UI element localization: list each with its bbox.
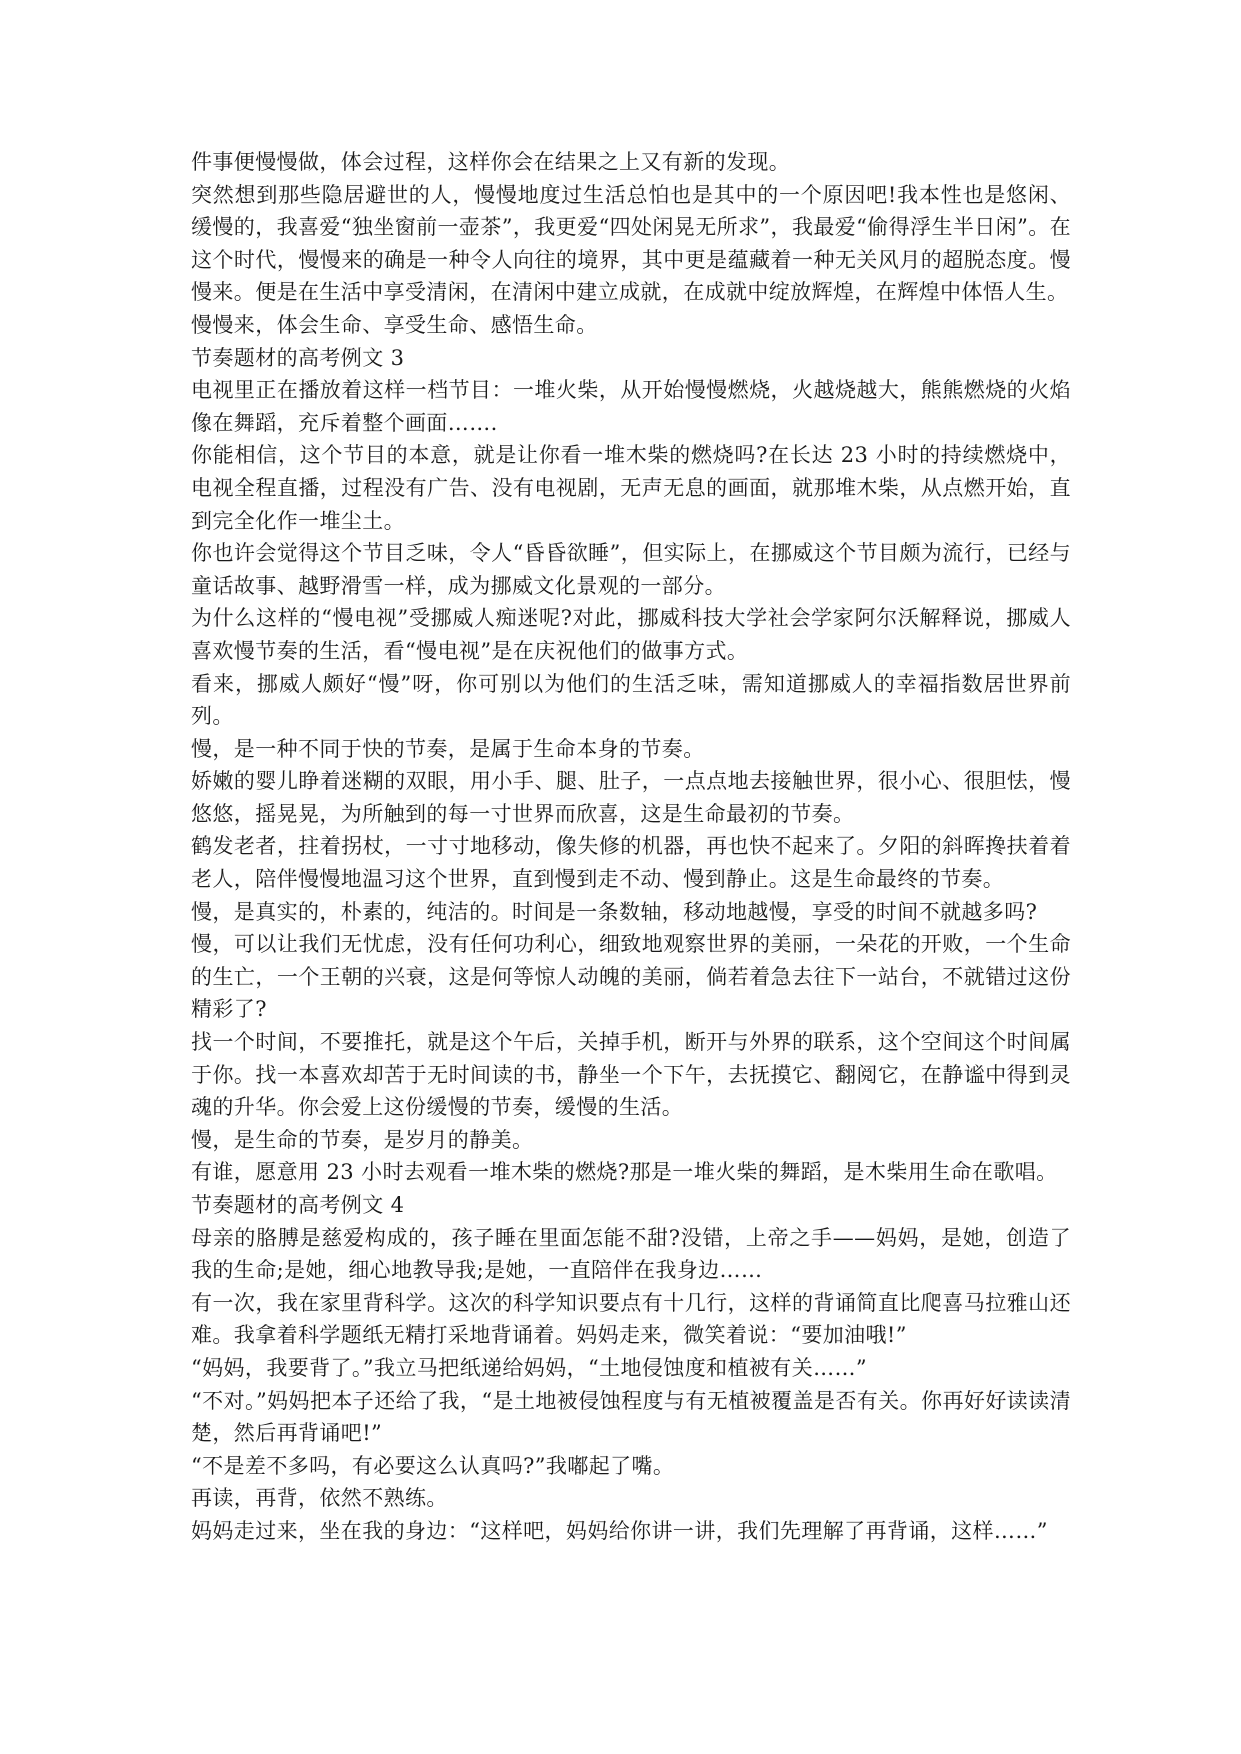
paragraph: 有一次，我在家里背科学。这次的科学知识要点有十几行，这样的背诵简直比爬喜马拉雅山还难。我拿着科学题纸无精打采地背诵着。妈妈走来，微笑着说：“要加油哦!” — [191, 1290, 1071, 1348]
document-body — [191, 146, 1071, 1548]
section-heading: 节奏题材的高考例文 3 — [191, 345, 405, 370]
paragraph: 慢，可以让我们无忧虑，没有任何功利心，细致地观察世界的美丽，一朵花的开败，一个生命的生亡，一个王朝的兴衰，这是何等惊人动魄的美丽，倘若着急去往下一站台，不就错过这份精彩了? — [191, 932, 1071, 1022]
paragraph: 慢慢来，体会生命、享受生命、感悟生命。 — [191, 312, 598, 337]
paragraph: 你能相信，这个节目的本意，就是让你看一堆木柴的燃烧吗?在长达 23 小时的持续燃烧中，电视全程直播，过程没有广告、没有电视剧，无声无息的画面，就那堆木柴，从点燃开始，直到完全化作一堆尘土。 — [191, 443, 1071, 533]
paragraph: 为什么这样的“慢电视”受挪威人痴迷呢?对此，挪威科技大学社会学家阿尔沃解释说，挪威人喜欢慢节奏的生活，看“慢电视”是在庆祝他们的做事方式。 — [191, 606, 1071, 663]
paragraph: 鹤发老者，拄着拐杖，一寸寸地移动，像失修的机器，再也快不起来了。夕阳的斜晖搀扶着着老人，陪伴慢慢地温习这个世界，直到慢到走不动、慢到静止。这是生命最终的节奏。 — [191, 834, 1071, 892]
section-heading: 节奏题材的高考例文 4 — [191, 1193, 405, 1217]
paragraph: 慢，是一种不同于快的节奏，是属于生命本身的节奏。 — [191, 736, 705, 761]
paragraph: 慢，是真实的，朴素的，纯洁的。时间是一条数轴，移动地越慢，享受的时间不就越多吗? — [191, 899, 1038, 924]
paragraph: 娇嫩的婴儿睁着迷糊的双眼，用小手、腿、肚子，一点点地去接触世界，很小心、很胆怯，慢悠悠，摇晃晃，为所触到的每一寸世界而欣喜，这是生命最初的节奏。 — [191, 769, 1071, 826]
paragraph: 再读，再背，依然不熟练。 — [191, 1486, 448, 1511]
paragraph: 电视里正在播放着这样一档节目：一堆火柴，从开始慢慢燃烧，火越烧越大，熊熊燃烧的火焰像在舞蹈，充斥着整个画面……. — [191, 378, 1071, 435]
paragraph: “不是差不多吗，有必要这么认真吗?”我嘟起了嘴。 — [191, 1453, 675, 1478]
paragraph: 慢，是生命的节奏，是岁月的静美。 — [191, 1127, 534, 1152]
paragraph: 件事便慢慢做，体会过程，这样你会在结果之上又有新的发现。 — [191, 150, 791, 174]
paragraph: 突然想到那些隐居避世的人，慢慢地度过生活总怕也是其中的一个原因吧!我本性也是悠闲、缓慢的，我喜爱“独坐窗前一壶茶”，我更爱“四处闲晃无所求”，我最爱“偷得浮生半日闲”。在这个时代，慢慢来的确是一种令人向往的境界，其中更是蕴藏着一种无关风月的超脱态度。慢慢来。便是在生活中享受清闲，在清闲中建立成就，在成就中绽放辉煌，在辉煌中体悟人生。 — [191, 182, 1072, 305]
paragraph: 找一个时间，不要推托，就是这个午后，关掉手机，断开与外界的联系，这个空间这个时间属于你。找一本喜欢却苦于无时间读的书，静坐一个下午，去抚摸它、翻阅它，在静谧中得到灵魂的升华。你会爱上这份缓慢的节奏，缓慢的生活。 — [191, 1030, 1071, 1120]
paragraph: 有谁，愿意用 23 小时去观看一堆木柴的燃烧?那是一堆火柴的舞蹈，是木柴用生命在歌唱。 — [191, 1160, 1058, 1185]
paragraph: 你也许会觉得这个节目乏味，令人“昏昏欲睡”，但实际上，在挪威这个节目颇为流行，已经与童话故事、越野滑雪一样，成为挪威文化景观的一部分。 — [191, 541, 1071, 598]
paragraph: 妈妈走过来，坐在我的身边：“这样吧，妈妈给你讲一讲，我们先理解了再背诵，这样……” — [191, 1518, 1048, 1543]
paragraph: “不对。”妈妈把本子还给了我，“是土地被侵蚀程度与有无植被覆盖是否有关。你再好好读读清楚，然后再背诵吧!” — [191, 1388, 1071, 1446]
paragraph: 看来，挪威人颇好“慢”呀，你可别以为他们的生活乏味，需知道挪威人的幸福指数居世界前列。 — [191, 671, 1071, 729]
paragraph: 母亲的胳膊是慈爱构成的，孩子睡在里面怎能不甜?没错，上帝之手——妈妈，是她，创造了我的生命;是她，细心地教导我;是她，一直陪伴在我身边…… — [191, 1225, 1071, 1283]
paragraph: “妈妈，我要背了。”我立马把纸递给妈妈，“土地侵蚀度和植被有关……” — [191, 1355, 868, 1380]
